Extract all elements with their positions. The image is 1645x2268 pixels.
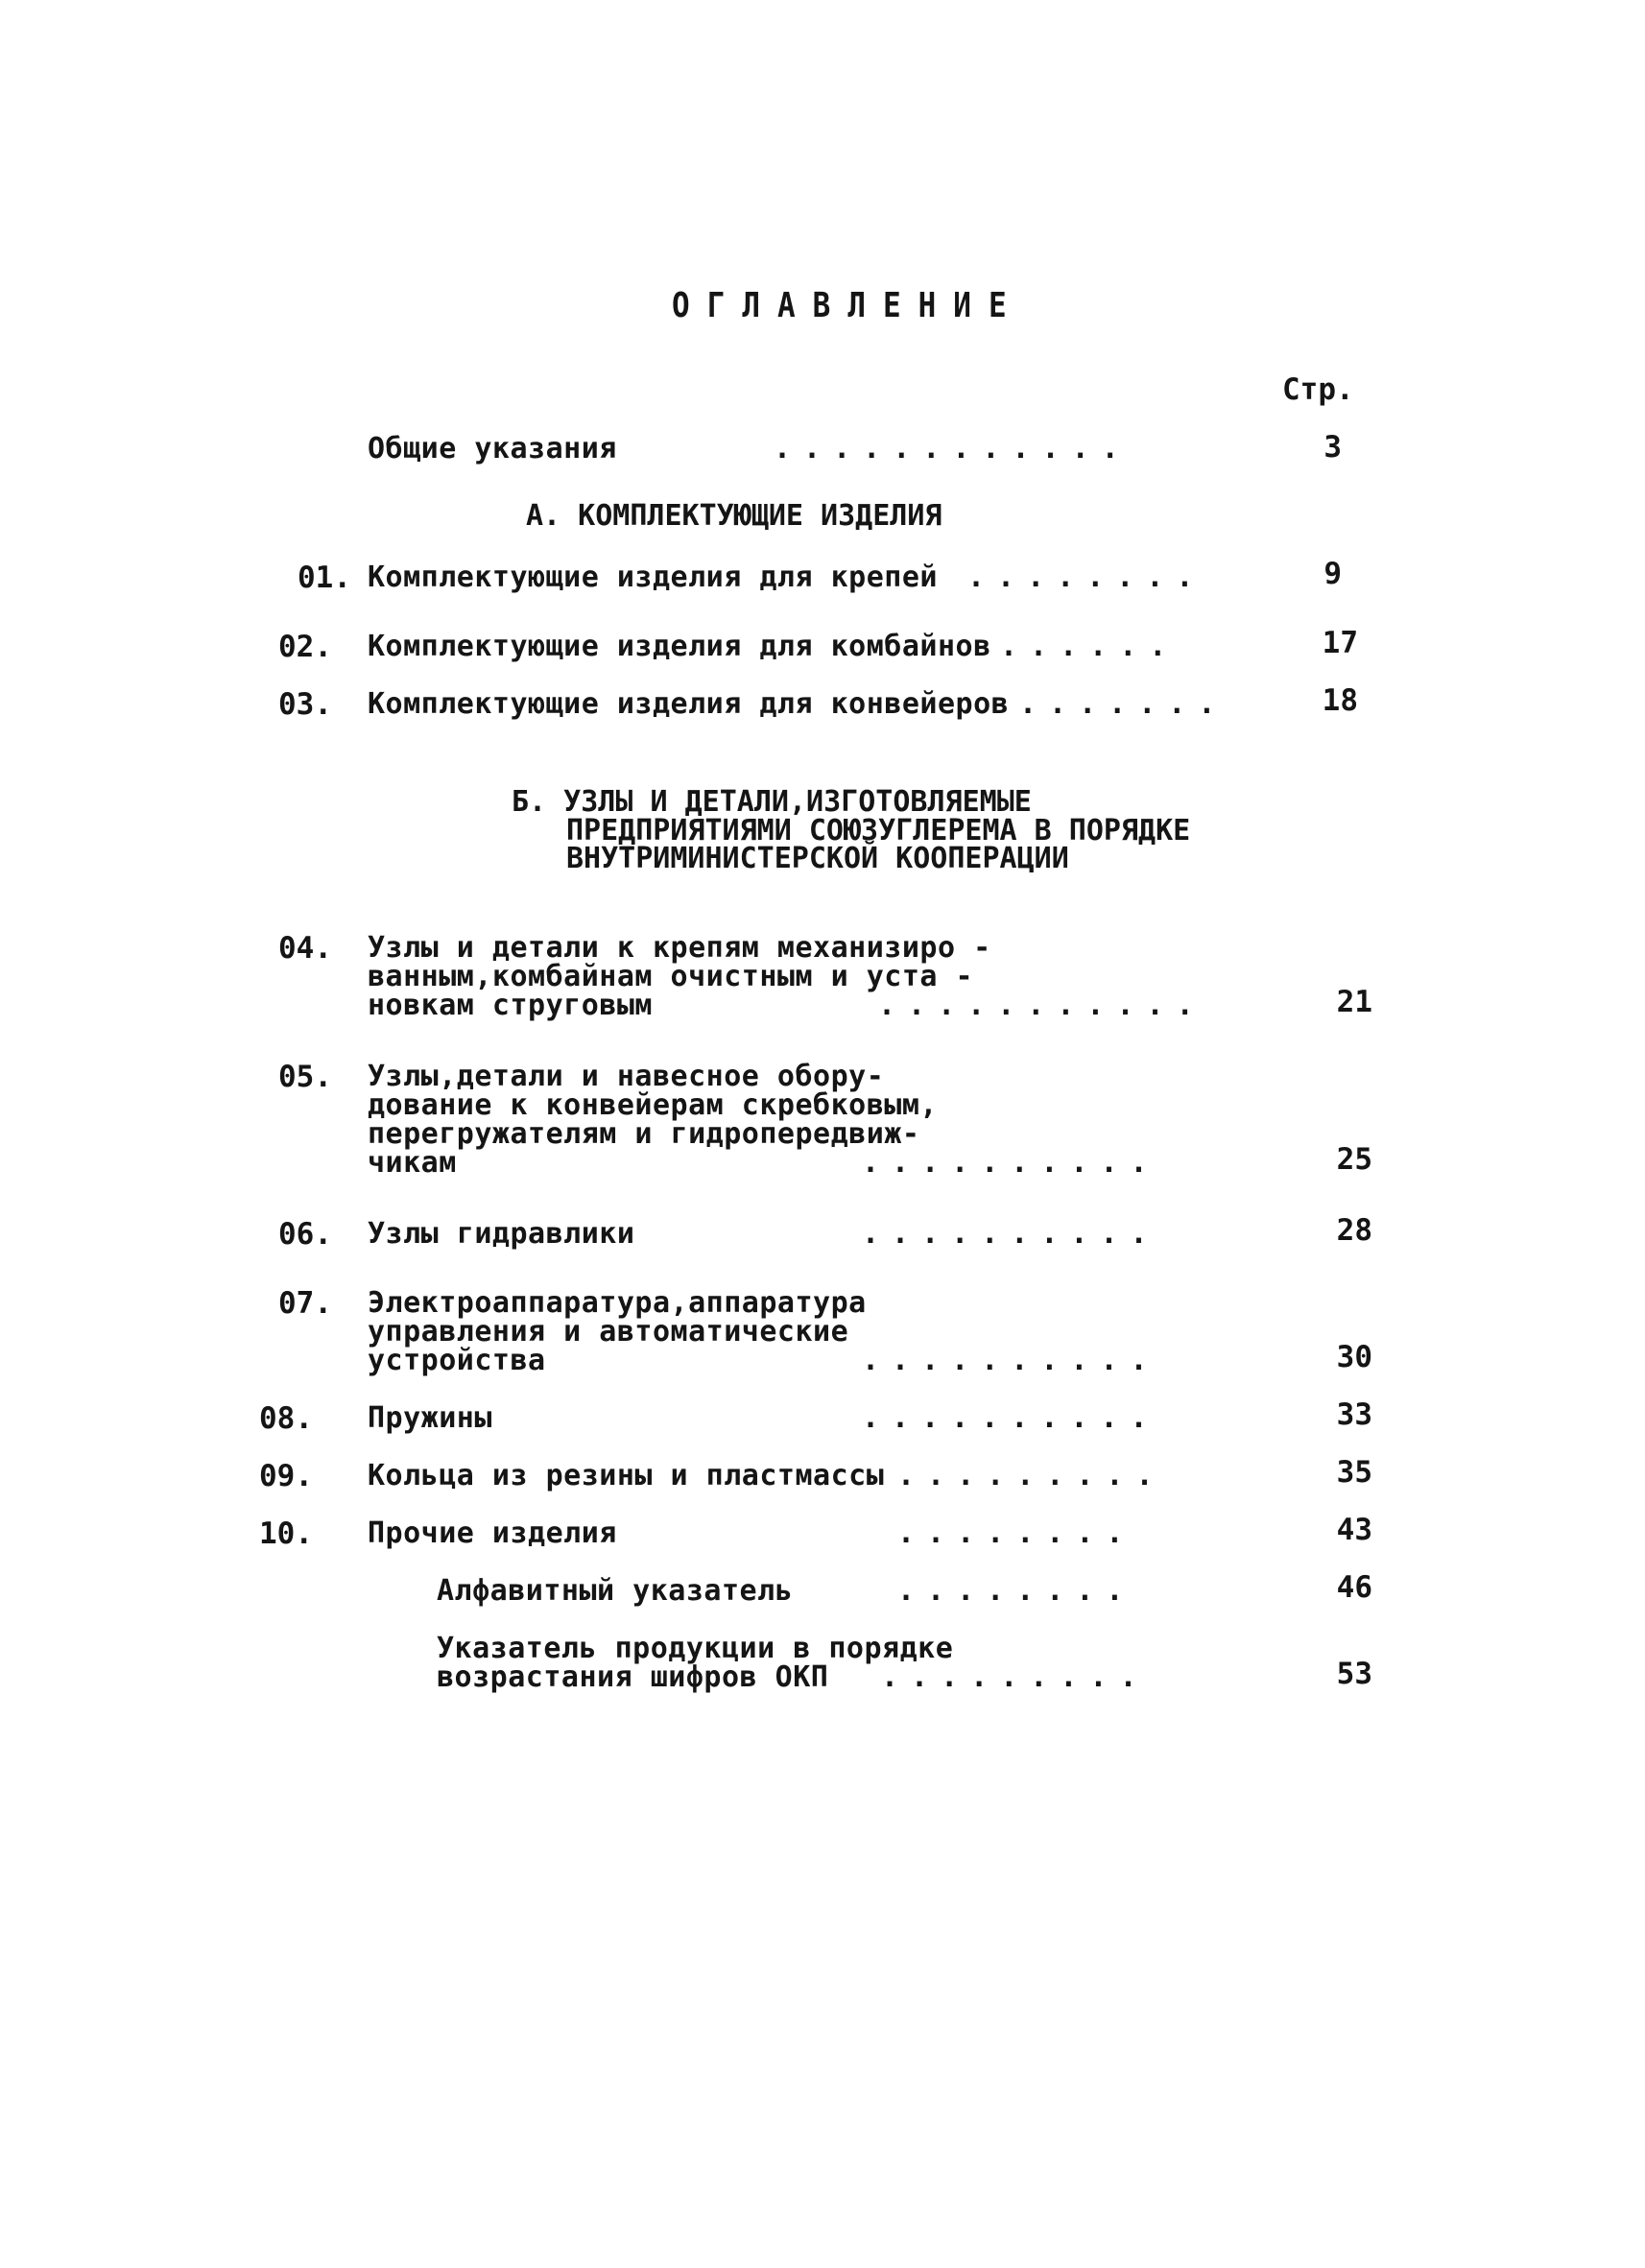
- entry-07-line-1: Электроаппаратура,аппаратура: [368, 1286, 867, 1320]
- okp-index-page: 53: [1336, 1657, 1372, 1691]
- entry-05-line-2: дование к конвейерам скребковым,: [368, 1088, 938, 1122]
- entry-09-dots: .........: [897, 1459, 1166, 1492]
- entry-03-dots: .......: [1019, 687, 1228, 721]
- entry-05-number: 05.: [278, 1060, 332, 1094]
- entry-05-line-4: чикам: [368, 1146, 457, 1180]
- alphabetical-index-dots: ........: [897, 1574, 1136, 1608]
- entry-04-page: 21: [1336, 985, 1372, 1019]
- entry-01-title: Комплектующие изделия для крепей: [368, 561, 938, 594]
- entry-04-line-1: Узлы и детали к крепям механизиро -: [368, 931, 991, 965]
- page-column-label: Стр.: [1282, 372, 1354, 407]
- general-instructions-dots: ............: [774, 432, 1132, 466]
- entry-08-dots: ..........: [862, 1401, 1160, 1435]
- section-b-heading-line-2: ПРЕДПРИЯТИЯМИ СОЮЗУГЛЕРЕМА В ПОРЯДКЕ: [566, 814, 1191, 848]
- entry-09-line-1: Кольца из резины и пластмассы: [368, 1459, 885, 1492]
- entry-02-title: Комплектующие изделия для комбайнов: [368, 630, 991, 663]
- entry-02-page: 17: [1322, 626, 1358, 660]
- entry-06-line-1: Узлы гидравлики: [368, 1217, 635, 1251]
- entry-03-title: Комплектующие изделия для конвейеров: [368, 687, 1010, 721]
- entry-02-dots: ......: [1000, 630, 1180, 663]
- entry-04-number: 04.: [278, 931, 332, 966]
- page-title: ОГЛАВЛЕНИЕ: [672, 286, 1024, 326]
- entry-01-page: 9: [1323, 557, 1342, 591]
- entry-02-number: 02.: [278, 630, 332, 664]
- entry-04-line-2: ванным,комбайнам очистным и уста -: [368, 960, 974, 993]
- entry-10-line-1: Прочие изделия: [368, 1516, 617, 1550]
- entry-09-page: 35: [1336, 1455, 1372, 1490]
- section-b-heading-line-1: Б. УЗЛЫ И ДЕТАЛИ,ИЗГОТОВЛЯЕМЫЕ: [512, 785, 1032, 819]
- section-a-heading: А. КОМПЛЕКТУЮЩИЕ ИЗДЕЛИЯ: [526, 499, 942, 533]
- entry-06-page: 28: [1336, 1213, 1372, 1248]
- entry-03-number: 03.: [278, 687, 332, 722]
- entry-10-page: 43: [1336, 1513, 1372, 1547]
- okp-index-dots: .........: [881, 1660, 1150, 1694]
- alphabetical-index-title: Алфавитный указатель: [437, 1574, 794, 1608]
- entry-10-number: 10.: [259, 1516, 313, 1551]
- entry-01-number: 01.: [298, 561, 351, 595]
- entry-08-number: 08.: [259, 1401, 313, 1436]
- entry-05-line-1: Узлы,детали и навесное обору-: [368, 1060, 885, 1093]
- section-b-heading-line-3: ВНУТРИМИНИСТЕРСКОЙ КООПЕРАЦИИ: [566, 842, 1069, 875]
- general-instructions-text: Общие указания: [368, 432, 617, 466]
- entry-07-dots: ..........: [862, 1344, 1160, 1377]
- entry-10-dots: ........: [897, 1516, 1136, 1550]
- okp-index-line-2: возрастания шифров ОКП: [437, 1660, 829, 1694]
- general-instructions-page: 3: [1323, 430, 1342, 465]
- entry-05-line-3: перегружателям и гидропередвиж-: [368, 1117, 920, 1151]
- entry-08-page: 33: [1336, 1397, 1372, 1432]
- alphabetical-index-page: 46: [1336, 1570, 1372, 1605]
- entry-03-page: 18: [1322, 683, 1358, 718]
- entry-04-line-3: новкам струговым: [368, 989, 653, 1022]
- entry-01-dots: ........: [967, 561, 1206, 594]
- entry-04-dots: ...........: [878, 989, 1206, 1022]
- entry-09-number: 09.: [259, 1459, 313, 1493]
- entry-08-line-1: Пружины: [368, 1401, 492, 1435]
- entry-05-page: 25: [1336, 1142, 1372, 1177]
- entry-05-dots: ..........: [862, 1146, 1160, 1180]
- entry-06-number: 06.: [278, 1217, 332, 1252]
- entry-06-dots: ..........: [862, 1217, 1160, 1251]
- entry-07-line-2: управления и автоматические: [368, 1315, 849, 1349]
- entry-07-number: 07.: [278, 1286, 332, 1321]
- entry-07-line-3: устройства: [368, 1344, 546, 1377]
- okp-index-line-1: Указатель продукции в порядке: [437, 1632, 954, 1665]
- entry-07-page: 30: [1336, 1340, 1372, 1374]
